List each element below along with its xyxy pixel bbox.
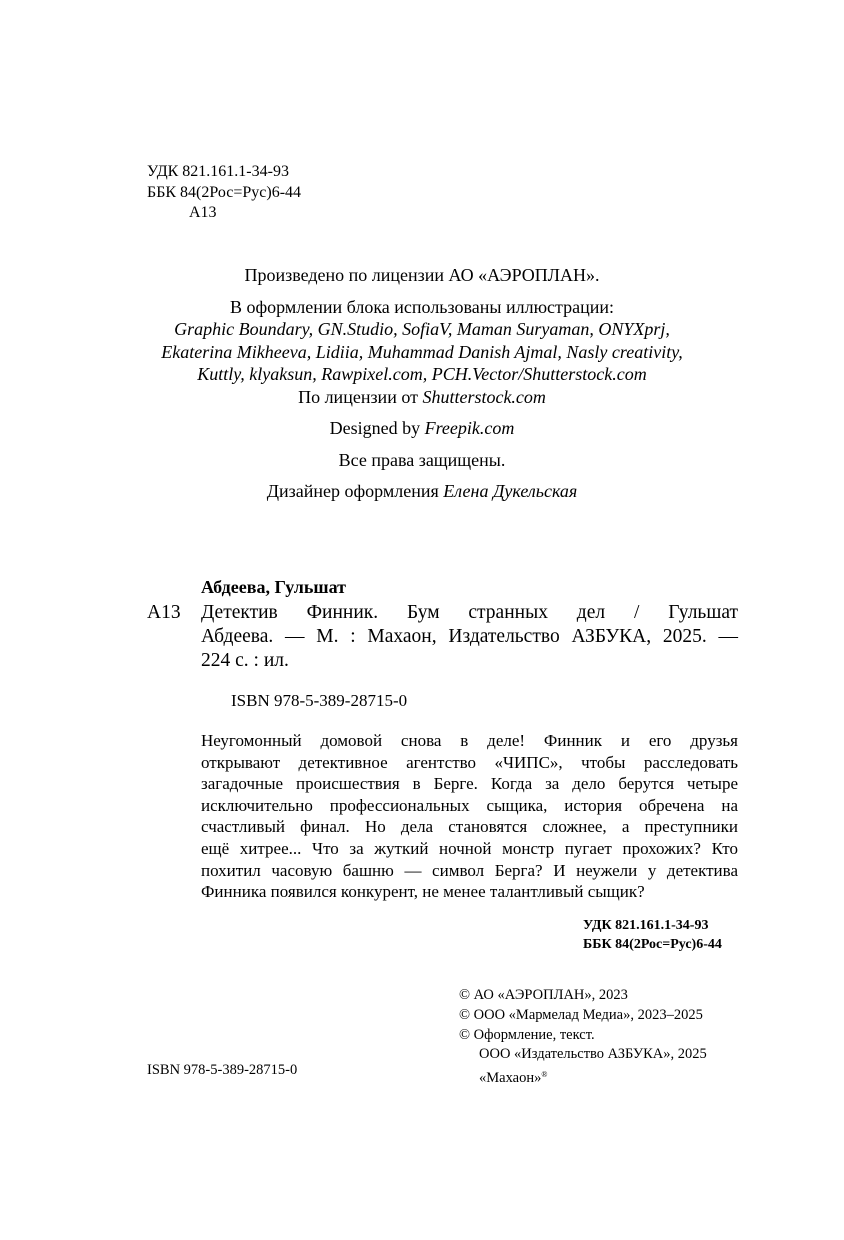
illustrators-line-2 xyxy=(0,341,844,364)
illustrators-text: Kuttly, klyaksun, Rawpixel.com, PCH.Vector/Shutterstock.com xyxy=(197,364,647,384)
annotation xyxy=(201,730,738,903)
designer-prefix: Дизайнер оформления xyxy=(266,481,444,501)
copyright-line: © АО «АЭРОПЛАН», 2023 xyxy=(459,987,628,1003)
designer-name: Елена Дукельская xyxy=(443,481,578,501)
author-mark: А13 xyxy=(189,204,217,221)
udk-code-right: УДК 821.161.1-34-93 xyxy=(583,918,709,933)
designed-by-prefix: Designed by xyxy=(329,418,425,438)
annotation-line: загадочные происшествия в Берге. Когда за дело берутся четыре xyxy=(201,774,738,794)
trademark-name: «Махаон» xyxy=(479,1070,542,1087)
biblio-line: Абдеева. — М. : Махаон, Издательство АЗБУКА, 2025. — xyxy=(201,626,738,647)
rights-reserved: Все права защищены. xyxy=(338,449,506,470)
annotation-line: Финника появился конкурент, не менее талантливый сыщик? xyxy=(201,882,645,902)
classification-block xyxy=(147,162,301,224)
biblio-code: А13 xyxy=(147,602,181,623)
illustrations-intro: В оформлении блока использованы иллюстрации: xyxy=(229,296,614,317)
biblio-author: Абдеева, Гульшат xyxy=(201,577,346,597)
annotation-line: ещё хитрее... Что за жуткий ночной монстр пугает прохожих? Кто xyxy=(201,838,738,858)
copyright-line xyxy=(459,1065,707,1089)
biblio-description xyxy=(201,601,738,673)
license-produced: Произведено по лицензии АО «АЭРОПЛАН». xyxy=(244,265,600,285)
registered-mark: ® xyxy=(541,1070,548,1080)
annotation-line: открывают детективное агентство «ЧИПС», чтобы расследовать xyxy=(201,752,738,772)
copyright-block xyxy=(459,986,707,1089)
udk-code: УДК 821.161.1-34-93 xyxy=(147,163,289,180)
designed-by-name: Freepik.com xyxy=(424,418,515,438)
license-from-name: Shutterstock.com xyxy=(422,386,546,407)
illustrators-text: Ekaterina Mikheeva, Lidiia, Muhammad Danish Ajmal, Nasly creativity, xyxy=(161,341,683,362)
annotation-line: похитил часовую башню — символ Берга? И неужели у детектива xyxy=(201,860,738,880)
biblio-line: Детектив Финник. Бум странных дел / Гульшат xyxy=(201,602,738,623)
illustrators-line-3 xyxy=(0,363,844,386)
designer-credit xyxy=(0,480,844,503)
illustrators-line-1 xyxy=(0,318,844,341)
annotation-line: счастливый финал. Но дела становятся сложнее, а преступники xyxy=(201,817,738,837)
designed-by xyxy=(0,417,844,440)
annotation-line: исключительно профессиональных сыщика, история обречена на xyxy=(201,795,738,815)
copyright-line: © Оформление, текст. xyxy=(459,1026,595,1043)
license-from-prefix: По лицензии от xyxy=(298,386,423,407)
isbn-bottom: ISBN 978-5-389-28715-0 xyxy=(147,1062,298,1078)
license-from xyxy=(0,386,844,409)
illustrators-text: Graphic Boundary, GN.Studio, SofiaV, Maman Suryaman, ONYXprj, xyxy=(174,319,670,339)
license-block xyxy=(0,264,844,503)
copyright-line: ООО «Издательство АЗБУКА», 2025 xyxy=(479,1046,707,1063)
biblio-isbn: ISBN 978-5-389-28715-0 xyxy=(231,691,408,710)
classification-right xyxy=(583,916,722,954)
bbk-code: ББК 84(2Рос=Рус)6-44 xyxy=(147,183,302,201)
biblio-line: 224 с. : ил. xyxy=(201,650,289,671)
copyright-line: © ООО «Мармелад Медиа», 2023–2025 xyxy=(459,1006,703,1023)
annotation-line: Неугомонный домовой снова в деле! Финник и его друзья xyxy=(201,731,738,750)
bbk-code-right: ББК 84(2Рос=Рус)6-44 xyxy=(583,937,722,952)
